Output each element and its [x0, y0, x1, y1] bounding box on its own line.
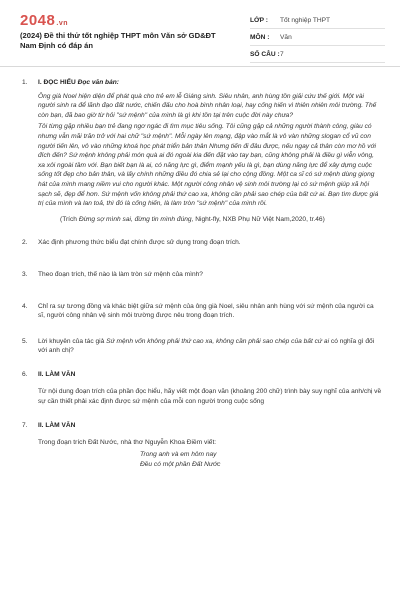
question-text: Xác định phương thức biểu đạt chính được sử dụng trong đoạn trích. — [38, 239, 241, 247]
question-6 — [22, 370, 382, 407]
meta-key: MÔN : — [250, 33, 270, 41]
section-heading: II. LÀM VĂN — [38, 370, 76, 378]
question-number: 6. — [22, 370, 28, 378]
question-text-after: có nghĩa gì đối với anh chị? — [38, 337, 375, 355]
question-3 — [22, 270, 382, 280]
question-number: 1. — [22, 79, 28, 86]
meta-value: Văn — [280, 33, 292, 41]
question-number: 5. — [22, 337, 28, 345]
reading-paragraph-2: Tôi từng gặp nhiều bạn trẻ đang ngơ ngác đi tìm mục tiêu sống. Tôi cũng gặp cả những người thành công, giàu có nhưng vẫn mãi trăn trở với hai chữ "sứ mệnh". Mỗi ngày lên mạng, đập vào mắt là vô vàn những slogan cổ vũ con người tiến lên, vô vào những khoá học phát triển bản thân Nhưng tiến đi đâu được, nếu ngay cả thân còn mơ hồ với đích đến? Sứ mệnh không phải món quà ai đó ngoài kia đến đặt vào tay bạn, cũng không phải là điều gì viễn vông, xa xôi ngoài tầm với. Bạn biết bạn là ai, có năng lực gì, điểm mạnh yếu là gì, bạn dùng năng lực để xây dựng cuộc sống tốt đẹp cho bản thân, và lấy chính những điều đó chia sẻ lại cho cộng đồng. Một ca sĩ có sứ mệnh dùng giọng hát của mình mang niềm vui cho người khác. Một người công nhân vệ sinh môi trường lại có sứ mệnh giúp xã hội — [38, 123, 377, 188]
question-1 — [22, 78, 382, 88]
logo-sub: .vn — [56, 20, 68, 27]
meta-row-subject — [250, 29, 385, 46]
poem-line-2: Đều có một phần Đất Nước — [140, 460, 221, 468]
meta-value: 7 — [280, 50, 284, 58]
logo-main: 2048 — [20, 12, 56, 29]
question-text: Theo đoạn trích, thế nào là làm tròn sứ mệnh của mình? — [38, 270, 203, 278]
question-quote: Sứ mệnh vốn không phải thứ cao xa, không cần phải sao chép của bất cứ ai — [106, 337, 330, 345]
question-4 — [22, 302, 382, 321]
exam-meta — [250, 12, 385, 63]
section-subheading: Đọc văn bản: — [77, 79, 119, 86]
meta-key: LỚP : — [250, 16, 268, 24]
reading-paragraph-1: Ông già Noel hiện diện để phát quà cho trẻ em lễ Giáng sinh. Siêu nhân, anh hùng tồn giải cứu thế giới. Một vài người sinh ra để lãnh đạo đất nước, chiến đấu cho hoà bình nhân loại, hay cống hiến vì thiên nhiên môi trường. Thế còn bạn, đã bao giờ từ hỏi "sứ mệnh" của mình là gì khi tồn tại trên cuộc đời này chưa? — [38, 92, 377, 119]
poem-line-1: Trong anh và em hôm nay — [140, 450, 217, 458]
reading-source — [60, 215, 382, 225]
question-2 — [22, 238, 382, 248]
question-number: 3. — [22, 270, 28, 278]
exam-content — [22, 78, 382, 470]
meta-row-count — [250, 46, 385, 63]
reading-paragraph-3: sạch sẽ, đẹp để hơn. Sứ mệnh vốn không phải thứ cao xa, không cần phải sao chép của bất cứ ai. Bạn tìm được giá trị của mình và lan toả, thì đó là cống hiến, là làm tròn "sứ mệnh" của mình rồi. — [38, 190, 379, 208]
section-heading: II. LÀM VĂN — [38, 421, 76, 429]
question-number: 2. — [22, 239, 28, 247]
question-number: 7. — [22, 421, 28, 429]
meta-value: Tốt nghiệp THPT — [280, 16, 331, 24]
question-text: Từ nội dung đoạn trích của phần đọc hiểu, hãy viết một đoạn văn (khoảng 200 chữ) trình bày suy nghĩ của anh/chị về sự cần thiết phải xác định được sứ mệnh của mỗi con người trong cuộc sống — [38, 388, 382, 406]
question-5 — [22, 337, 382, 356]
meta-key: SỐ CÂU : — [250, 50, 280, 58]
source-book-title: Đừng sợ mình sai, đừng tin mình đúng, — [78, 215, 194, 223]
site-logo[interactable] — [20, 12, 68, 29]
question-text: Trong đoạn trích Đất Nước, nhà thơ Nguyễn Khoa Điềm viết: — [38, 439, 217, 447]
question-text-before: Lời khuyên của tác giả — [38, 337, 107, 345]
page-header — [0, 0, 400, 67]
source-publisher: Night-fly, NXB Phụ Nữ Việt Nam,2020, tr.46) — [193, 215, 325, 223]
section-heading: I. ĐỌC HIỂU — [38, 79, 76, 86]
meta-row-class — [250, 12, 385, 29]
question-number: 4. — [22, 302, 28, 310]
source-prefix: (Trích — [60, 215, 79, 223]
question-7 — [22, 421, 382, 448]
exam-title: (2024) Đề thi thử tốt nghiệp THPT môn Văn sở GD&ĐT Nam Định có đáp án — [20, 31, 216, 50]
question-text: Chỉ ra sự tương đồng và khác biệt giữa sứ mệnh của ông già Noel, siêu nhân anh hùng với sứ mệnh của người ca sĩ, người công nhân vệ sinh môi trường được nêu trong đoạn trích. — [38, 302, 374, 320]
